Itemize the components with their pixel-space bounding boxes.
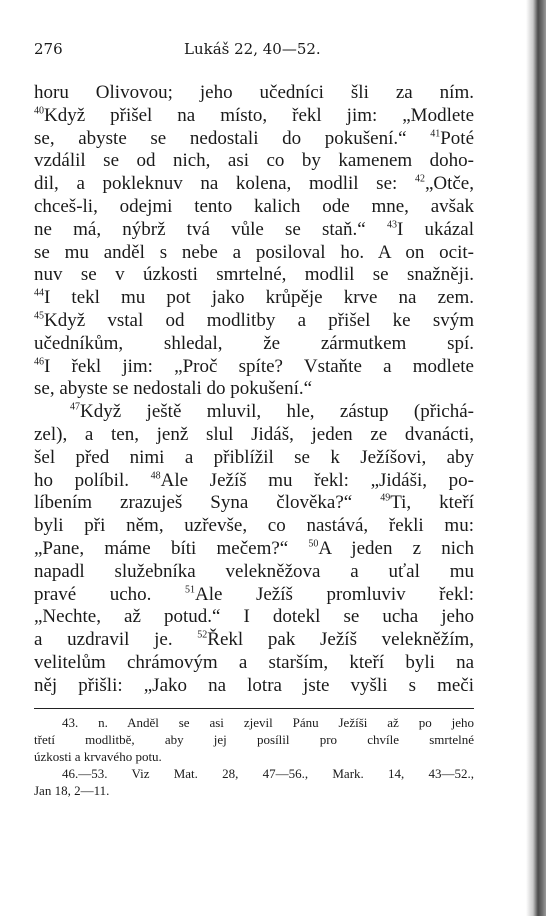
verse-number: 47 <box>70 401 80 413</box>
line-text: zel), a ten, jenž slul Jidáš, jeden ze dvanácti, <box>34 423 474 445</box>
line-text: líbením zrazuješ Syna člověka?“ <box>34 492 353 514</box>
verse-number: 42 <box>414 173 425 185</box>
text-line <box>34 310 474 333</box>
text-line <box>34 492 474 515</box>
text-line <box>34 264 474 287</box>
line-text: učedníkům, shledal, že zármutkem spí. <box>34 332 474 354</box>
verse-number: 46 <box>34 356 44 368</box>
line-text: šel před nimi a přiblížil se k Ježíšovi, aby <box>34 446 474 468</box>
text-line <box>34 82 474 105</box>
line-text: se mu anděl s nebe a posiloval ho. A on ocit- <box>34 241 474 263</box>
text-line <box>34 242 474 265</box>
line-text: pravé ucho. <box>34 583 152 605</box>
line-text: Když přišel na místo, řekl jim: „Modlete <box>44 104 474 126</box>
line-text: Ale Ježíš promluviv řekl: <box>195 583 474 605</box>
line-text: byli při něm, uzřevše, co nastává, řekli mu: <box>34 515 474 537</box>
footnote-line: 46.—53. Viz Mat. 28, 47—56., Mark. 14, 43—52., <box>62 766 474 781</box>
line-text: vzdálil se od nich, asi co by kamenem doho- <box>34 150 474 172</box>
line-text: I tekl mu pot jako krůpěje krve na zem. <box>44 287 474 309</box>
text-line <box>34 424 474 447</box>
line-text: Ti, kteří <box>390 492 474 514</box>
footnote-line: úzkosti a krvavého potu. <box>34 749 162 764</box>
footnote-rule <box>34 708 474 709</box>
verse-number: 44 <box>34 287 44 299</box>
line-text: se, abyste se nedostali do pokušení.“ <box>34 378 313 400</box>
page-number: 276 <box>34 40 63 58</box>
verse-number: 51 <box>185 584 195 596</box>
text-line <box>34 287 474 310</box>
body-text <box>34 82 474 698</box>
running-title: Lukáš 22, 40—52. <box>184 40 321 58</box>
line-text: ne má, nýbrž tvá vůle se staň.“ <box>34 218 366 240</box>
text-line <box>34 105 474 128</box>
text-line <box>34 652 474 675</box>
line-text: chceš-li, odejmi tento kalich ode mne, avšak <box>34 195 474 217</box>
footnotes <box>34 714 474 799</box>
text-line <box>34 515 474 538</box>
text-line <box>34 538 474 561</box>
text-line <box>34 128 474 151</box>
verse-number: 49 <box>380 493 391 505</box>
footnote-line: třetí modlitbě, aby jej posílil pro chvíle smrtelné <box>34 732 474 747</box>
text-line <box>34 196 474 219</box>
line-text: se, abyste se nedostali do pokušení.“ <box>34 127 407 149</box>
line-text: Ale Ježíš mu řekl: „Jidáši, po- <box>160 469 474 491</box>
line-text: napadl služebníka velekněžova a uťal mu <box>34 560 474 582</box>
line-text: „Nechte, až potud.“ I dotekl se ucha jeho <box>34 606 474 628</box>
line-text: horu Olivovou; jeho učedníci šli za ním. <box>34 82 474 103</box>
text-line <box>34 401 474 424</box>
verse-number: 48 <box>150 470 161 482</box>
verse-number: 45 <box>34 310 44 322</box>
line-text: velitelům chrámovým a starším, kteří byli na <box>34 651 474 673</box>
text-line <box>34 606 474 629</box>
verse-number: 41 <box>430 128 441 140</box>
line-text: nuv se v úzkosti smrtelné, modlil se snažněji. <box>34 264 474 286</box>
line-text: ho políbil. <box>34 469 129 491</box>
text-line <box>34 150 474 173</box>
verse-number: 50 <box>308 538 319 550</box>
line-text: Když vstal od modlitby a přišel ke svým <box>44 309 474 331</box>
line-text: Poté <box>440 127 474 149</box>
footnote-line: 43. n. Anděl se asi zjevil Pánu Ježíši až po jeho <box>62 715 474 730</box>
text-line <box>34 333 474 356</box>
text-line <box>34 675 474 698</box>
text-line <box>34 470 474 493</box>
line-text: A jeden z nich <box>318 537 474 559</box>
line-text: „Pane, máme bíti mečem?“ <box>34 537 289 559</box>
line-text: a uzdravil je. <box>34 629 173 651</box>
text-line <box>34 219 474 242</box>
page-header <box>34 40 476 60</box>
text-line <box>34 356 474 379</box>
text-line <box>34 584 474 607</box>
verse-number: 43 <box>386 219 397 231</box>
text-line <box>34 378 474 401</box>
footnote-line: Jan 18, 2—11. <box>34 783 110 798</box>
text-line <box>34 561 474 584</box>
verse-number: 40 <box>34 105 44 117</box>
line-text: něj přišli: „Jako na lotra jste vyšli s meči <box>34 674 474 696</box>
line-text: Když ještě mluvil, hle, zástup (přichá- <box>80 401 474 423</box>
line-text: I řekl jim: „Proč spíte? Vstaňte a modlete <box>44 355 474 377</box>
text-line <box>34 173 474 196</box>
line-text: Řekl pak Ježíš velekněžím, <box>207 629 474 651</box>
line-text: I ukázal <box>396 218 475 240</box>
text-line <box>34 629 474 652</box>
line-text: dil, a pokleknuv na kolena, modlil se: <box>34 173 398 195</box>
page-edge-shadow <box>526 0 546 916</box>
text-line <box>34 447 474 470</box>
verse-number: 52 <box>197 629 208 641</box>
line-text: „Otče, <box>424 173 474 195</box>
